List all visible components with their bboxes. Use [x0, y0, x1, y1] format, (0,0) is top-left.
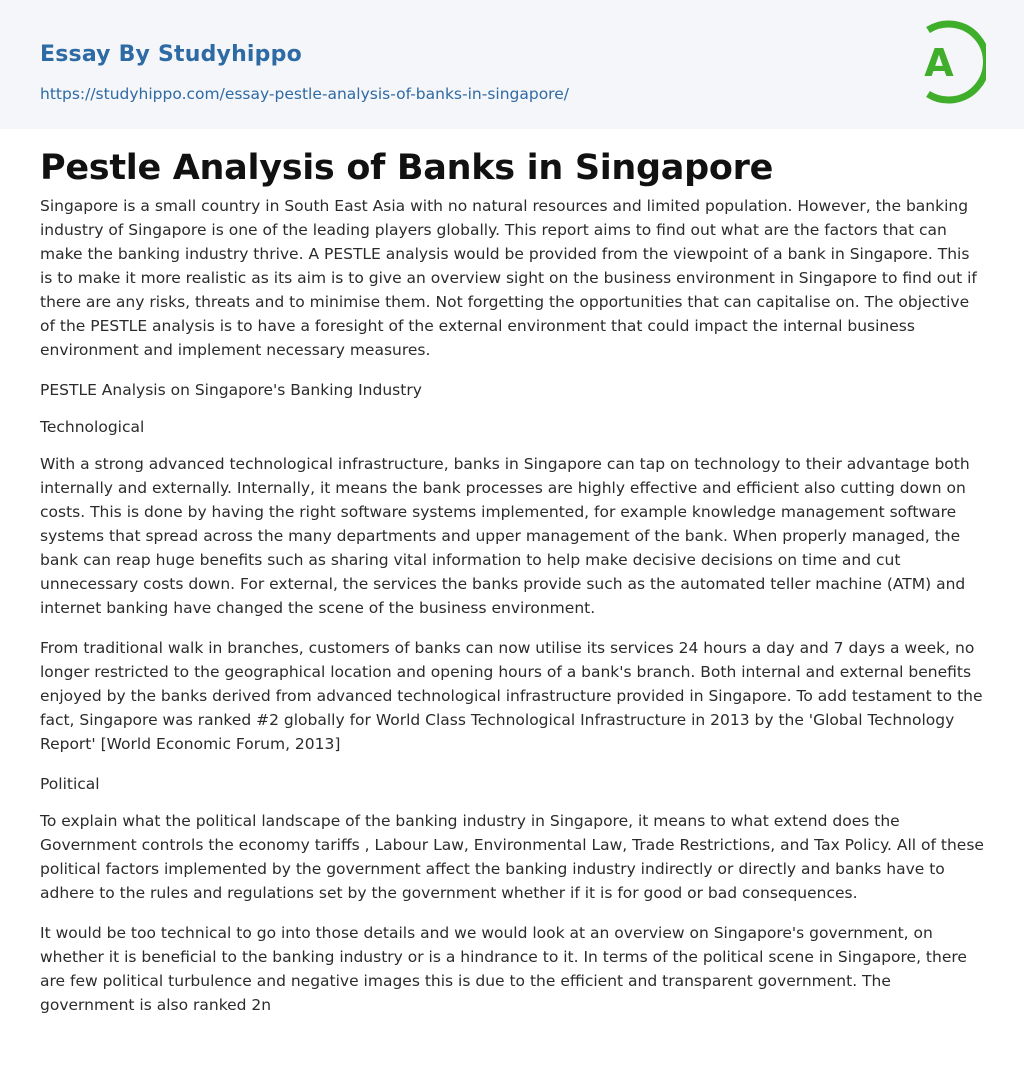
article [0, 129, 1024, 1017]
intro-paragraph: Singapore is a small country in South East Asia with no natural resources and limited population. However, the banking industry of Singapore is one of the leading players globally. This report aims to find out what are the factors that can make the banking industry thrive. A PESTLE analysis would be provided from the viewpoint of a bank in Singapore. This is to make it more realistic as its aim is to give an overview sight on the business environment in Singapore to find out if there are any risks, threats and to minimise them. Not forgetting the opportunities that can capitalise on. The objective of the PESTLE analysis is to have a foresight of the external environment that could impact the internal business environment and implement necessary measures. [40, 197, 977, 359]
brand-title[interactable]: Essay By Studyhippo [40, 42, 302, 67]
political-heading: Political [40, 775, 100, 793]
source-url-link[interactable]: https://studyhippo.com/essay-pestle-analysis-of-banks-in-singapore/ [40, 85, 569, 103]
site-header [0, 0, 1024, 129]
logo-letter: A [924, 41, 954, 85]
technological-paragraph-2: From traditional walk in branches, customers of banks can now utilise its services 24 hours a day and 7 days a week, no longer restricted to the geographical location and opening hours of a bank's branch. Both internal and external benefits enjoyed by the banks derived from advanced technological infrastructure provided in Singapore. To add testament to the fact, Singapore was ranked #2 globally for World Class Technological Infrastructure in 2013 by the 'Global Technology Report' [World Economic Forum, 2013] [40, 639, 983, 753]
studyhippo-logo-icon[interactable] [912, 18, 986, 106]
page-title: Pestle Analysis of Banks in Singapore [40, 148, 774, 188]
political-paragraph-1: To explain what the political landscape of the banking industry in Singapore, it means to what extend does the Government controls the economy tariffs , Labour Law, Environmental Law, Trade Restrictions, and Tax Policy. All of these political factors implemented by the government affect the banking industry indirectly or directly and banks have to adhere to the rules and regulations set by the government whether if it is for good or bad consequences. [40, 812, 984, 902]
technological-paragraph-1: With a strong advanced technological infrastructure, banks in Singapore can tap on technology to their advantage both internally and externally. Internally, it means the bank processes are highly effective and efficient also cutting down on costs. This is done by having the right software systems implemented, for example knowledge management software systems that spread across the many departments and upper management of the bank. When properly managed, the bank can reap huge benefits such as sharing vital information to help make decisive decisions on time and cut unnecessary costs down. For external, the services the banks provide such as the automated teller machine (ATM) and internet banking have changed the scene of the business environment. [40, 455, 970, 617]
political-paragraph-2: It would be too technical to go into those details and we would look at an overview on Singapore's government, on whether it is beneficial to the banking industry or is a hindrance to it. In terms of the political scene in Singapore, there are few political turbulence and negative images this is due to the efficient and transparent government. The government is also ranked 2n [40, 924, 967, 1014]
section-heading: PESTLE Analysis on Singapore's Banking Industry [40, 381, 422, 399]
technological-heading: Technological [40, 418, 145, 436]
